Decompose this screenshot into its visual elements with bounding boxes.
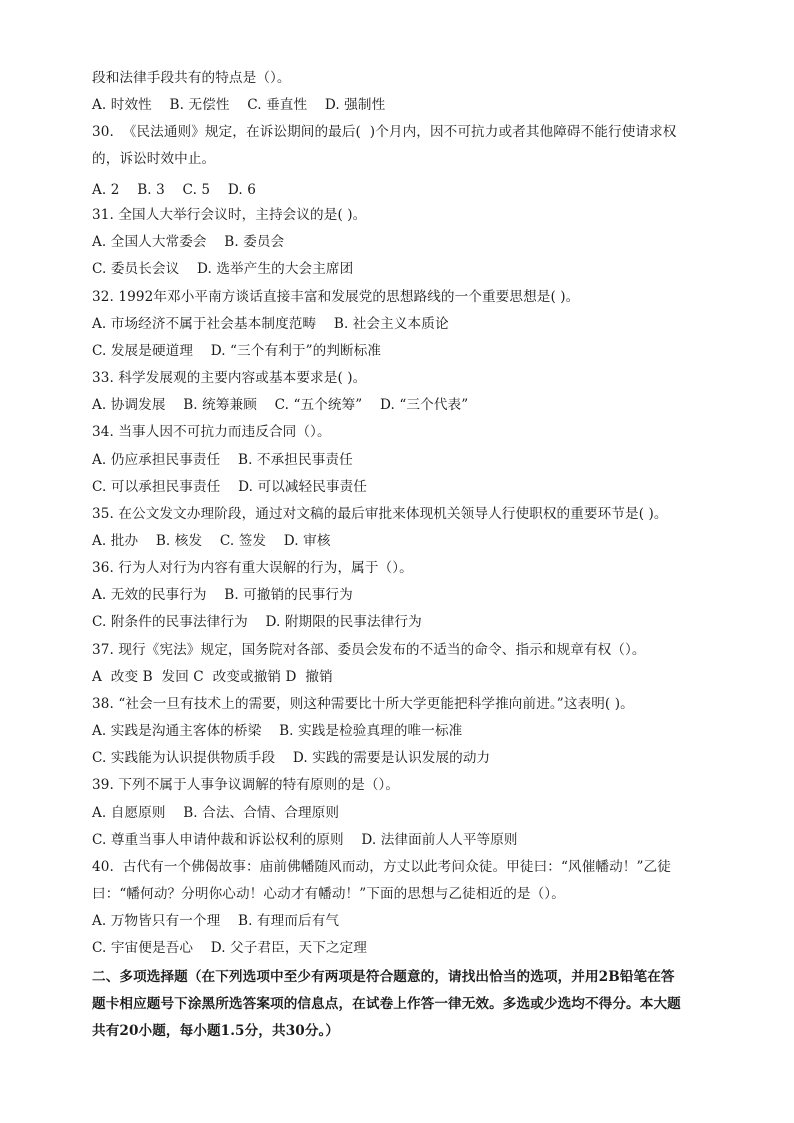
question-line: C. 附条件的民事法律行为 D. 附期限的民事法律行为 — [92, 614, 422, 630]
question-line: 35. 在公文发文办理阶段，通过对文稿的最后审批来体现机关领导人行使职权的重要环节是( )。 — [92, 506, 668, 522]
question-line: 39. 下列不属于人事争议调解的特有原则的是（）。 — [92, 777, 400, 793]
question-line: 36. 行为人对行为内容有重大误解的行为，属于（）。 — [92, 560, 413, 576]
question-line: A. 协调发展 B. 统筹兼顾 C. “五个统筹” D. “三个代表” — [92, 397, 469, 413]
question-line: C. 实践能为认识提供物质手段 D. 实践的需要是认识发展的动力 — [92, 750, 491, 766]
question-line: 曰：“幡何动？分明你心动！心动才有幡动！”下面的思想与乙徒相近的是（）。 — [92, 886, 565, 902]
question-line: A. 仍应承担民事责任 B. 不承担民事责任 — [92, 452, 353, 468]
question-line: C. 宇宙便是吾心 D. 父子君臣，天下之定理 — [92, 940, 367, 956]
question-line: A. 批办 B. 核发 C. 签发 D. 审核 — [92, 533, 331, 549]
question-line: C. 可以承担民事责任 D. 可以减轻民事责任 — [92, 479, 367, 495]
question-line: A. 无效的民事行为 B. 可撤销的民事行为 — [92, 587, 353, 603]
question-line: A. 时效性 B. 无偿性 C. 垂直性 D. 强制性 — [92, 97, 386, 113]
question-line: 31. 全国人大举行会议时，主持会议的是( )。 — [92, 207, 367, 223]
question-line: A. 全国人大常委会 B. 委员会 — [92, 234, 285, 250]
section-heading-line: 题卡相应题号下涂黑所选答案项的信息点，在试卷上作答一律无效。多选或少选均不得分。本大题 — [92, 996, 681, 1012]
question-line: C. 发展是硬道理 D. “三个有利于”的判断标准 — [92, 343, 382, 359]
question-line: C. 尊重当事人申请仲裁和诉讼权利的原则 D. 法律面前人人平等原则 — [92, 832, 518, 848]
question-line: 32. 1992年邓小平南方谈话直接丰富和发展党的思想路线的一个重要思想是( )。 — [92, 289, 580, 305]
question-line: C. 委员长会议 D. 选举产生的大会主席团 — [92, 261, 354, 277]
question-line: 段和法律手段共有的特点是（）。 — [92, 70, 291, 86]
question-line: 38. “社会一旦有技术上的需要，则这种需要比十所大学更能把科学推向前进。”这表明( )。 — [92, 696, 634, 712]
question-line: A 改变 B 发回 C 改变或撤销 D 撤销 — [92, 669, 333, 685]
question-line: A. 2 B. 3 C. 5 D. 6 — [92, 182, 256, 198]
question-line: A. 实践是沟通主客体的桥梁 B. 实践是检验真理的唯一标准 — [92, 723, 463, 739]
question-line: 的，诉讼时效中止。 — [92, 151, 216, 167]
question-line: 33. 科学发展观的主要内容或基本要求是( )。 — [92, 370, 367, 386]
question-line: 40. 古代有一个佛偈故事：庙前佛幡随风而动，方丈以此考问众徒。甲徒曰：“风催幡动！”乙徒 — [92, 859, 671, 875]
question-line: 34. 当事人因不可抗力而违反合同（）。 — [92, 424, 331, 440]
section-heading-line: 共有20小题，每小题1.5分，共30分。） — [92, 1023, 340, 1039]
question-line: 30. 《民法通则》规定，在诉讼期间的最后( )个月内，因不可抗力或者其他障碍不能行使请求权 — [92, 124, 677, 140]
question-line: 37. 现行《宪法》规定，国务院对各部、委员会发布的不适当的命令、指示和规章有权（）。 — [92, 642, 646, 658]
question-line: A. 市场经济不属于社会基本制度范畴 B. 社会主义本质论 — [92, 316, 449, 332]
question-line: A. 万物皆只有一个理 B. 有理而后有气 — [92, 913, 340, 929]
question-line: A. 自愿原则 B. 合法、合情、合理原则 — [92, 805, 340, 821]
section-heading-line: 二、多项选择题（在下列选项中至少有两项是符合题意的，请找出恰当的选项，并用2B铅笔在答 — [92, 969, 675, 985]
